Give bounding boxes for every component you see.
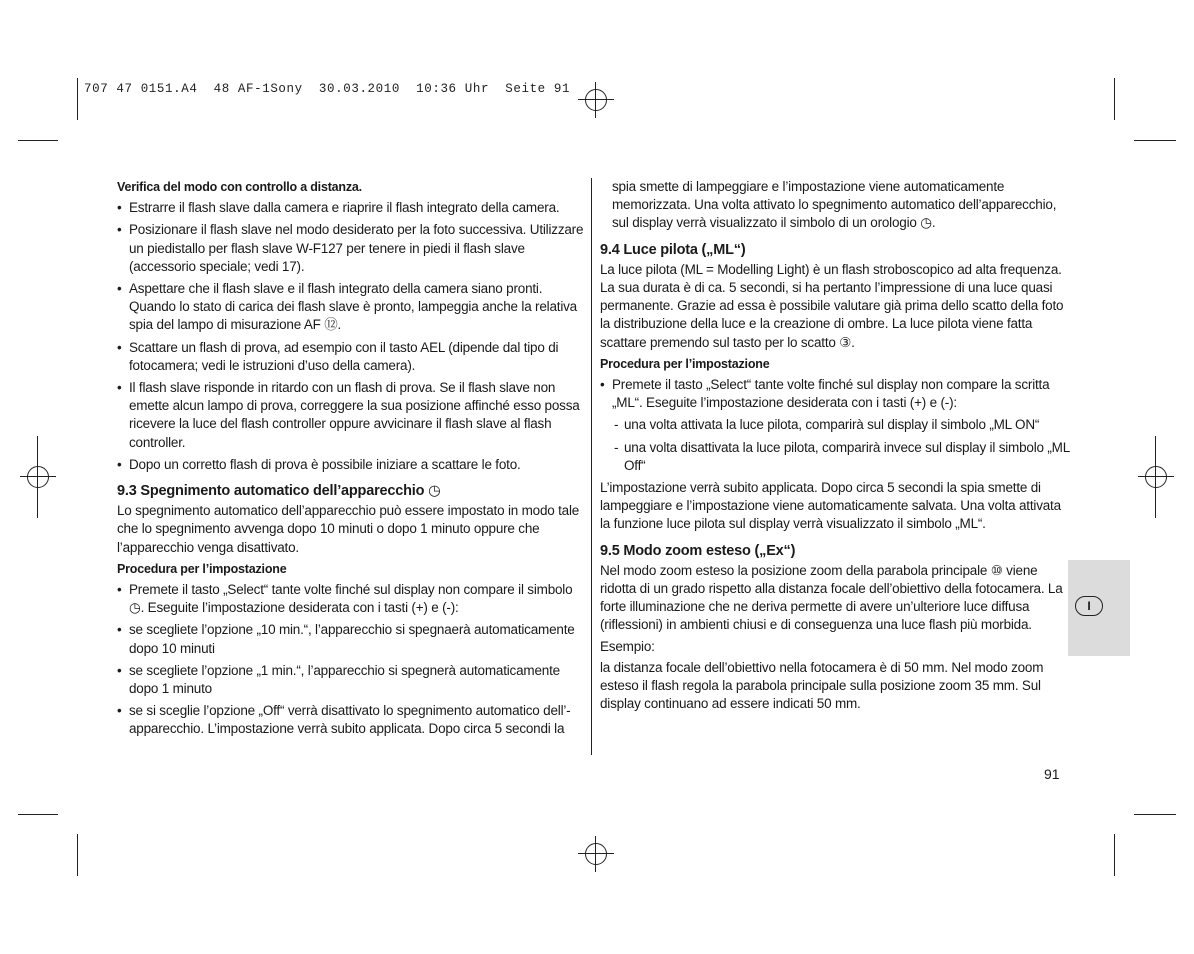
list-item: • se scegliete l’opzione „10 min.“, l’apparecchio si spegnaerà automaticamente dopo 10 minuti bbox=[117, 621, 587, 657]
list-item: • Aspettare che il flash slave e il flash integrato della camera siano pronti. Quando lo stato di carica dei flash slave è pronto, lampeggia anche la relativa spia del lampo di misurazione AF ⑫. bbox=[117, 280, 587, 335]
print-header: 707 47 0151.A4 48 AF-1Sony 30.03.2010 10:36 Uhr Seite 91 bbox=[84, 82, 571, 96]
list-item: • se si sceglie l’opzione „Off“ verrà disattivato lo spegnimento automatico dell’-apparecchio. L’impostazione verrà subito applicata. Dopo circa 5 secondi la bbox=[117, 702, 587, 738]
registration-mark-icon bbox=[578, 836, 614, 872]
section-9-5-text: Nel modo zoom esteso la posizione zoom della parabola principale ⑩ viene ridotta di un grado rispetto alla distanza focale dell’obiettivo della fotocamera. La forte illuminazione che ne deriva permette di avere un’ulteriore luce diffusa (riflessioni) in ambienti chiusi e di conseguenza una luce flash più morbida. bbox=[600, 562, 1063, 633]
registration-mark-icon bbox=[1138, 459, 1174, 495]
crop-mark bbox=[1114, 834, 1115, 876]
remote-check-title: Verifica del modo con controllo a distanza. bbox=[117, 180, 362, 194]
list-item: • Premete il tasto „Select“ tante volte finché sul display non compare la scritta „ML“. Eseguite l’impostazione desiderata con i tasti (+) e (-): bbox=[600, 376, 1070, 412]
left-column bbox=[117, 178, 587, 743]
list-item: • Premete il tasto „Select“ tante volte finché sul display non compare il simbolo ◷. Eseguite l’impostazione desiderata con i tasti (+) e (-): bbox=[117, 581, 587, 617]
list-item: • Il flash slave risponde in ritardo con un flash di prova. Se il flash slave non emette alcun lampo di prova, correggere la sua posizione affinché esso possa ricevere la luce del flash controller oppure avvicinare il flash slave al flash controller. bbox=[117, 379, 587, 452]
list-item: • se scegliete l’opzione „1 min.“, l’apparecchio si spegnerà automaticamente dopo 1 minuto bbox=[117, 662, 587, 698]
page-number: 91 bbox=[1044, 766, 1060, 782]
example-label: Esempio: bbox=[600, 638, 655, 654]
crop-mark bbox=[77, 834, 78, 876]
crop-mark bbox=[1134, 814, 1176, 815]
list-item: • Dopo un corretto flash di prova è possibile iniziare a scattare le foto. bbox=[117, 456, 587, 474]
list-item: • Posizionare il flash slave nel modo desiderato per la foto successiva. Utilizzare un piedistallo per flash slave W-F127 per tenere in piedi il flash slave (accessorio speciale; vedi 17). bbox=[117, 221, 587, 276]
right-column bbox=[600, 178, 1070, 716]
section-9-3-title: 9.3 Spegnimento automatico dell’apparecchio ◷ bbox=[117, 483, 441, 500]
crop-mark bbox=[77, 78, 78, 120]
crop-mark bbox=[1114, 78, 1115, 120]
continued-text: spia smette di lampeggiare e l’impostazione viene automaticamente memorizzata. Una volta attivato lo spegnimento automatico dell’apparecchio, sul display verrà visualizzato il simbolo di un orologio ◷. bbox=[612, 179, 1057, 231]
registration-mark-icon bbox=[20, 459, 56, 495]
crop-mark bbox=[37, 436, 38, 518]
section-9-4-after: L’impostazione verrà subito applicata. Dopo circa 5 secondi la spia smette di lampeggiare e l’impostazione viene automaticamente salvata. Una volta attivata la funzione luce pilota sul display verrà visualizzato il simbolo „ML“. bbox=[600, 480, 1061, 532]
section-9-5-title: 9.5 Modo zoom esteso („Ex“) bbox=[600, 542, 796, 559]
crop-mark bbox=[1155, 436, 1156, 518]
procedure-title: Procedura per l’impostazione bbox=[600, 356, 770, 371]
section-9-4-text: La luce pilota (ML = Modelling Light) è un flash stroboscopico ad alta frequenza. La sua durata è di ca. 5 secondi, si ha pertanto l’impressione di una luce quasi permanente. Grazie ad essa è possibile valutare già prima dello scatto della foto la distribuzione della luce e la creazione di ombre. La luce pilota viene fatta scattare premendo sul tasto per lo scatto ③. bbox=[600, 261, 1064, 350]
example-text: la distanza focale dell’obiettivo nella fotocamera è di 50 mm. Nel modo zoom esteso il flash regola la parabola principale sulla posizione zoom 35 mm. Sul display continuano ad essere indicati 50 mm. bbox=[600, 659, 1044, 712]
list-item: - una volta disattivata la luce pilota, comparirà invece sul display il simbolo „ML Off“ bbox=[600, 439, 1070, 475]
procedure-title: Procedura per l’impostazione bbox=[117, 561, 287, 576]
list-item: • Scattare un flash di prova, ad esempio con il tasto AEL (dipende dal tipo di fotocamera; vedi le istruzioni d’uso della camera). bbox=[117, 339, 587, 375]
crop-mark bbox=[1134, 140, 1176, 141]
list-item: • Estrarre il flash slave dalla camera e riaprire il flash integrato della camera. bbox=[117, 199, 587, 217]
section-9-3-text: Lo spegnimento automatico dell’apparecchio può essere impostato in modo tale che lo spegnimento avvenga dopo 10 minuti o dopo 1 minuto oppure che l’apparecchio venga disattivato. bbox=[117, 503, 580, 555]
language-tab-label: I bbox=[1075, 596, 1103, 616]
column-divider bbox=[591, 178, 592, 755]
crop-mark bbox=[18, 140, 58, 141]
list-item: - una volta attivata la luce pilota, comparirà sul display il simbolo „ML ON“ bbox=[600, 416, 1070, 434]
crop-mark bbox=[18, 814, 58, 815]
section-9-4-title: 9.4 Luce pilota („ML“) bbox=[600, 241, 746, 258]
registration-mark-icon bbox=[578, 82, 614, 118]
